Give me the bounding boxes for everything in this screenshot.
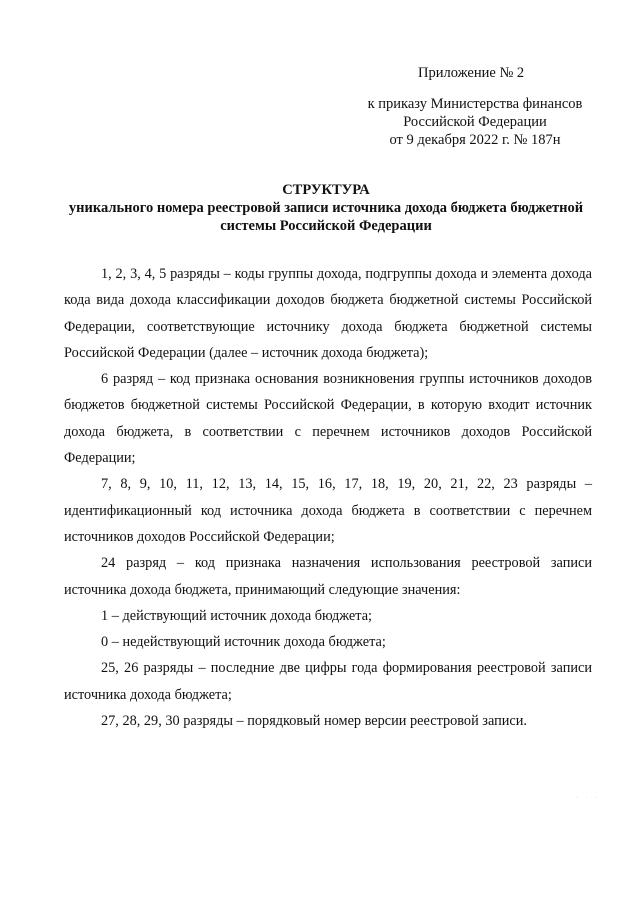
paragraph-digit-24: 24 разряд – код признака назначения использования реестровой записи источника дохода бюджета, принимающий следующие значения: [64,555,592,598]
paragraph-value-1: 1 – действующий источник дохода бюджета; [101,607,373,624]
appendix-federation-line: Российской Федерации [403,114,547,130]
appendix-date-line: от 9 декабря 2022 г. № 187н [389,132,561,148]
paragraph-digits-25-26: 25, 26 разряды – последние две цифры года формирования реестровой записи источника дохода бюджета; [64,660,592,703]
paragraph-digits-7-23: 7, 8, 9, 10, 11, 12, 13, 14, 15, 16, 17, 18, 19, 20, 21, 22, 23 разряды – идентификационный код источника дохода бюджета в соответствии с перечнем источников доходов Российской Федерации; [64,476,592,545]
paragraph-value-0: 0 – недействующий источник дохода бюджета; [101,634,386,651]
paragraph-digits-1-5: 1, 2, 3, 4, 5 разряды – коды группы дохода, подгруппы дохода и элемента дохода кода вида дохода классификации доходов бюджета бюджетной системы Российской Федерации, соответствующие источнику дохода бюджета бюджетной системы Российской Федерации (далее – источник дохода бюджета); [64,266,592,361]
document-subtitle-line-2: системы Российской Федерации [220,218,432,234]
scan-artifact: · · · [576,795,600,801]
appendix-order-line: к приказу Министерства финансов [367,96,583,112]
document-body [64,261,592,734]
paragraph-digits-27-30: 27, 28, 29, 30 разряды – порядковый номер версии реестровой записи. [101,713,527,730]
paragraph-digit-6: 6 разряд – код признака основания возникновения группы источников доходов бюджетов бюджетной системы Российской Федерации, в которую входит источник дохода бюджета, в соответствии с перечнем источников доходов Российской Федерации; [64,371,592,467]
document-subtitle-line-1: уникального номера реестровой записи источника дохода бюджета бюджетной [68,200,584,216]
appendix-title: Приложение № 2 [418,65,525,81]
document-title: СТРУКТУРА [282,182,370,198]
